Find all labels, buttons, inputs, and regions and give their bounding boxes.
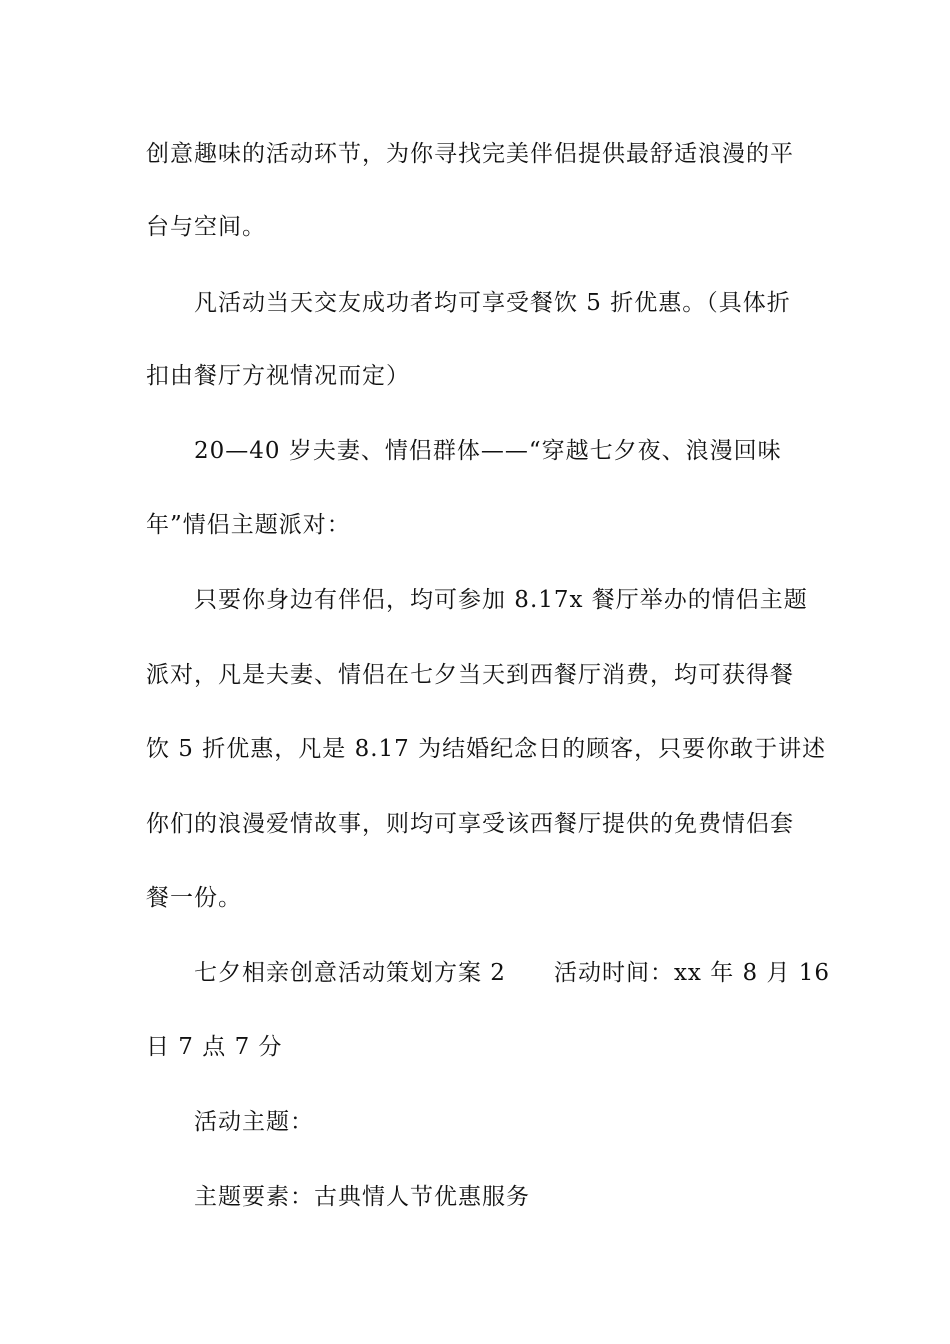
paragraph-start-line: 七夕相亲创意活动策划方案 2 活动时间：xx 年 8 月 16 <box>194 960 831 986</box>
text-line: 餐一份。 <box>146 885 242 911</box>
text-line: 饮 5 折优惠，凡是 8.17 为结婚纪念日的顾客，只要你敢于讲述 <box>146 736 827 762</box>
text-line: 你们的浪漫爱情故事，则均可享受该西餐厅提供的免费情侣套 <box>146 811 794 837</box>
text-line: 创意趣味的活动环节，为你寻找完美伴侣提供最舒适浪漫的平 <box>146 141 794 167</box>
text-line: 扣由餐厅方视情况而定） <box>146 363 410 389</box>
paragraph-start-line: 活动主题： <box>194 1109 314 1135</box>
text-line: 日 7 点 7 分 <box>146 1034 283 1060</box>
paragraph-start-line: 凡活动当天交友成功者均可享受餐饮 5 折优惠。（具体折 <box>194 290 791 316</box>
paragraph-start-line: 只要你身边有伴侣，均可参加 8.17x 餐厅举办的情侣主题 <box>194 587 808 613</box>
text-line: 台与空间。 <box>146 214 266 240</box>
text-line: 派对，凡是夫妻、情侣在七夕当天到西餐厅消费，均可获得餐 <box>146 662 794 688</box>
paragraph-start-line: 20—40 岁夫妻、情侣群体——“穿越七夕夜、浪漫回味 <box>194 438 782 464</box>
paragraph-start-line: 主题要素：古典情人节优惠服务 <box>194 1184 530 1210</box>
text-line: 年”情侣主题派对： <box>146 512 351 538</box>
